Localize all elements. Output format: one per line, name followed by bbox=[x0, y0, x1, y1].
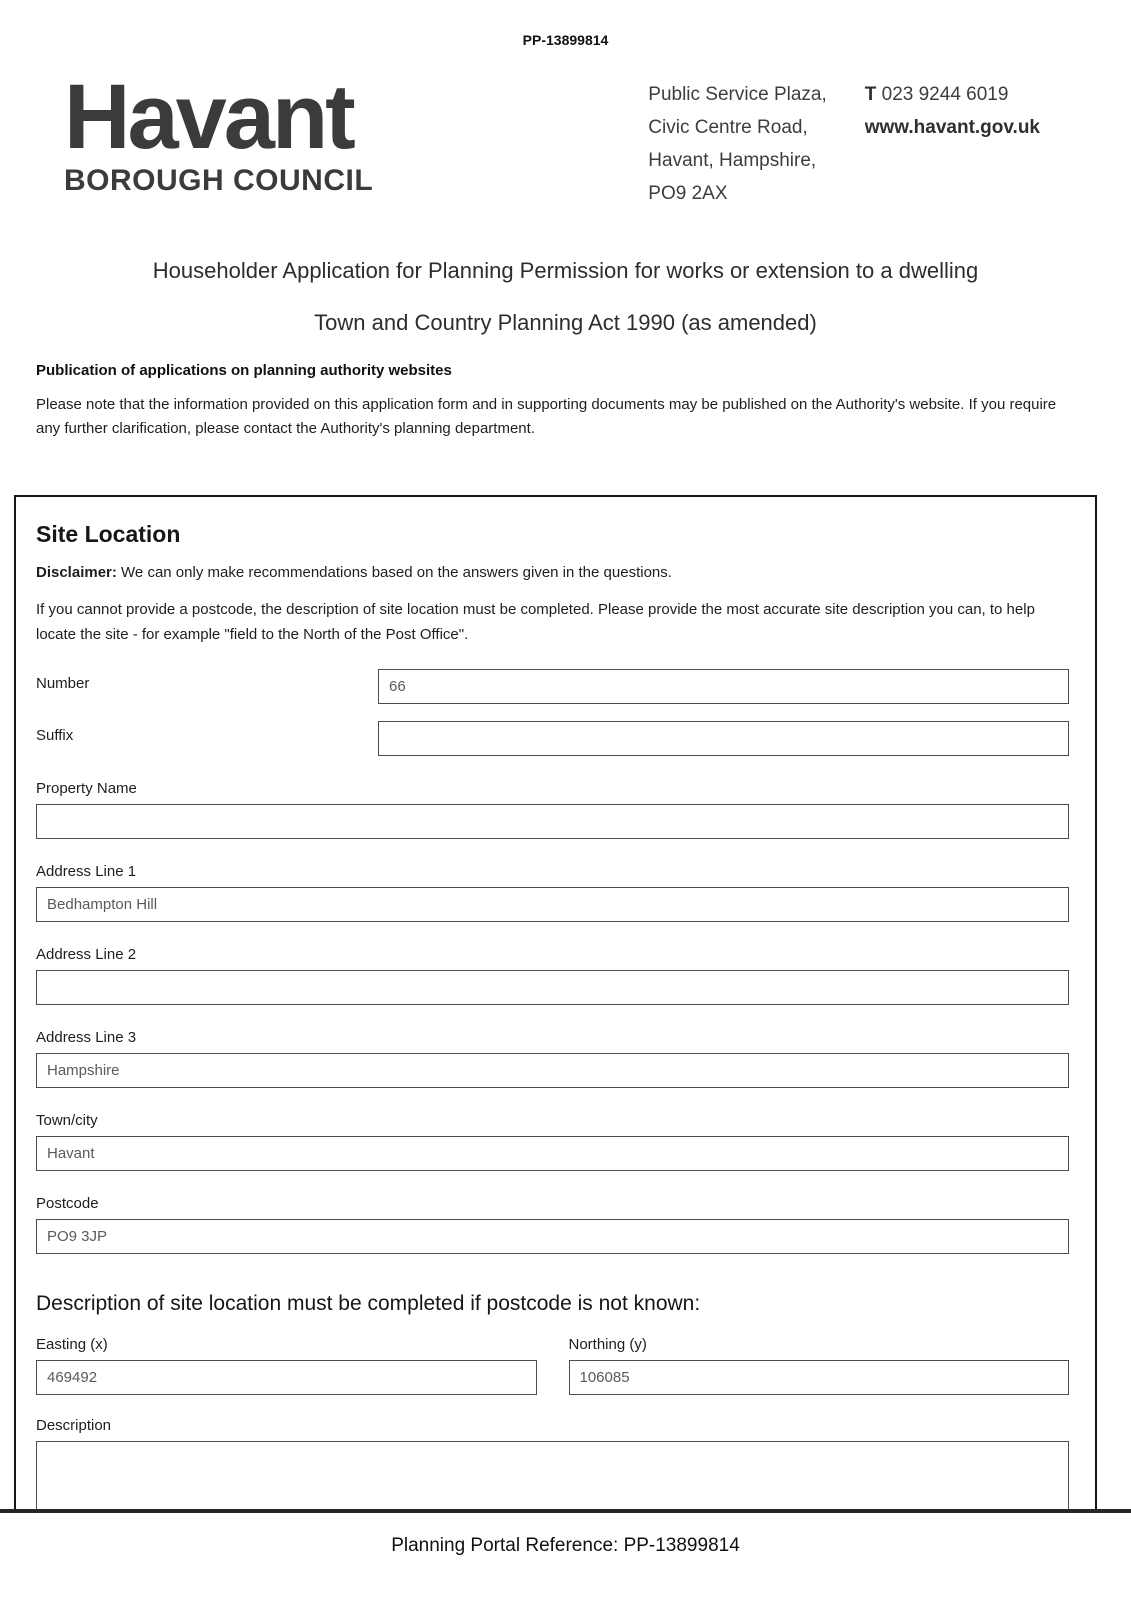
easting-input[interactable] bbox=[36, 1360, 537, 1395]
suffix-label: Suffix bbox=[36, 727, 74, 744]
footer-reference: Planning Portal Reference: PP-13899814 bbox=[391, 1535, 740, 1556]
council-contact-block bbox=[648, 78, 1040, 210]
site-location-section bbox=[14, 495, 1097, 1509]
property-name-field bbox=[36, 780, 1069, 839]
easting-field bbox=[36, 1336, 537, 1395]
address-line-2-field bbox=[36, 946, 1069, 1005]
town-city-field bbox=[36, 1112, 1069, 1171]
property-name-label: Property Name bbox=[36, 780, 137, 797]
town-city-label: Town/city bbox=[36, 1112, 98, 1129]
address-line-3-field bbox=[36, 1029, 1069, 1088]
number-field bbox=[36, 669, 1069, 704]
address-line-1-input[interactable] bbox=[36, 887, 1069, 922]
address-line-1-label: Address Line 1 bbox=[36, 863, 137, 880]
page-header bbox=[64, 66, 1040, 210]
havant-borough-council-logo bbox=[64, 66, 374, 210]
publication-heading: Publication of applications on planning authority websites bbox=[36, 362, 452, 379]
suffix-field bbox=[36, 721, 1069, 756]
address-line: Public Service Plaza, bbox=[648, 84, 827, 105]
description-label: Description bbox=[36, 1417, 112, 1434]
logo-secondary-text: BOROUGH COUNCIL bbox=[64, 164, 374, 198]
address-line-2-label: Address Line 2 bbox=[36, 946, 137, 963]
northing-label: Northing (y) bbox=[568, 1336, 647, 1353]
description-field bbox=[36, 1417, 1069, 1509]
disclaimer-label: Disclaimer: bbox=[36, 564, 117, 581]
phone-line bbox=[865, 78, 1040, 111]
council-website: www.havant.gov.uk bbox=[864, 117, 1040, 138]
northing-input[interactable] bbox=[569, 1360, 1070, 1395]
description-section-heading: Description of site location must be completed if postcode is not known: bbox=[36, 1292, 701, 1315]
phone-number: 023 9244 6019 bbox=[881, 84, 1009, 105]
disclaimer bbox=[36, 564, 1069, 581]
property-name-input[interactable] bbox=[36, 804, 1069, 839]
postcode-input[interactable] bbox=[36, 1219, 1069, 1254]
site-location-heading: Site Location bbox=[36, 521, 181, 547]
publication-note: Please note that the information provided on this application form and in supporting documents may be published on the Authority's website. If you require any further clarification, please contact the Authority's planning department. bbox=[36, 396, 1057, 437]
address-line-3-label: Address Line 3 bbox=[36, 1029, 137, 1046]
address-line-3-input[interactable] bbox=[36, 1053, 1069, 1088]
address-line: Civic Centre Road, bbox=[648, 117, 808, 138]
application-reference: PP-13899814 bbox=[522, 32, 609, 48]
coordinates-row bbox=[36, 1336, 1069, 1395]
council-phone-web bbox=[865, 78, 1040, 210]
easting-label: Easting (x) bbox=[36, 1336, 108, 1353]
form-title: Householder Application for Planning Permission for works or extension to a dwelling bbox=[152, 258, 979, 283]
address-line: PO9 2AX bbox=[648, 183, 728, 204]
disclaimer-text: We can only make recommendations based on the answers given in the questions. bbox=[121, 564, 672, 581]
address-line-2-input[interactable] bbox=[36, 970, 1069, 1005]
northing-field bbox=[569, 1336, 1070, 1395]
postcode-label: Postcode bbox=[36, 1195, 99, 1212]
number-label: Number bbox=[36, 675, 90, 692]
postcode-field bbox=[36, 1195, 1069, 1254]
site-location-intro: If you cannot provide a postcode, the description of site location must be completed. Please provide the most accurate site description you can, to help locate the site - for example "field to the North of the Post Office". bbox=[36, 601, 1035, 643]
statute-subtitle: Town and Country Planning Act 1990 (as amended) bbox=[314, 310, 817, 335]
suffix-input[interactable] bbox=[378, 721, 1069, 756]
description-textarea[interactable] bbox=[36, 1441, 1069, 1509]
council-address bbox=[648, 78, 826, 210]
logo-primary-text: Havant bbox=[64, 66, 353, 168]
number-input[interactable] bbox=[378, 669, 1069, 704]
town-city-input[interactable] bbox=[36, 1136, 1069, 1171]
address-line-1-field bbox=[36, 863, 1069, 922]
phone-prefix: T bbox=[864, 84, 877, 105]
address-line: Havant, Hampshire, bbox=[648, 150, 817, 171]
page-break-divider bbox=[0, 1509, 1131, 1513]
